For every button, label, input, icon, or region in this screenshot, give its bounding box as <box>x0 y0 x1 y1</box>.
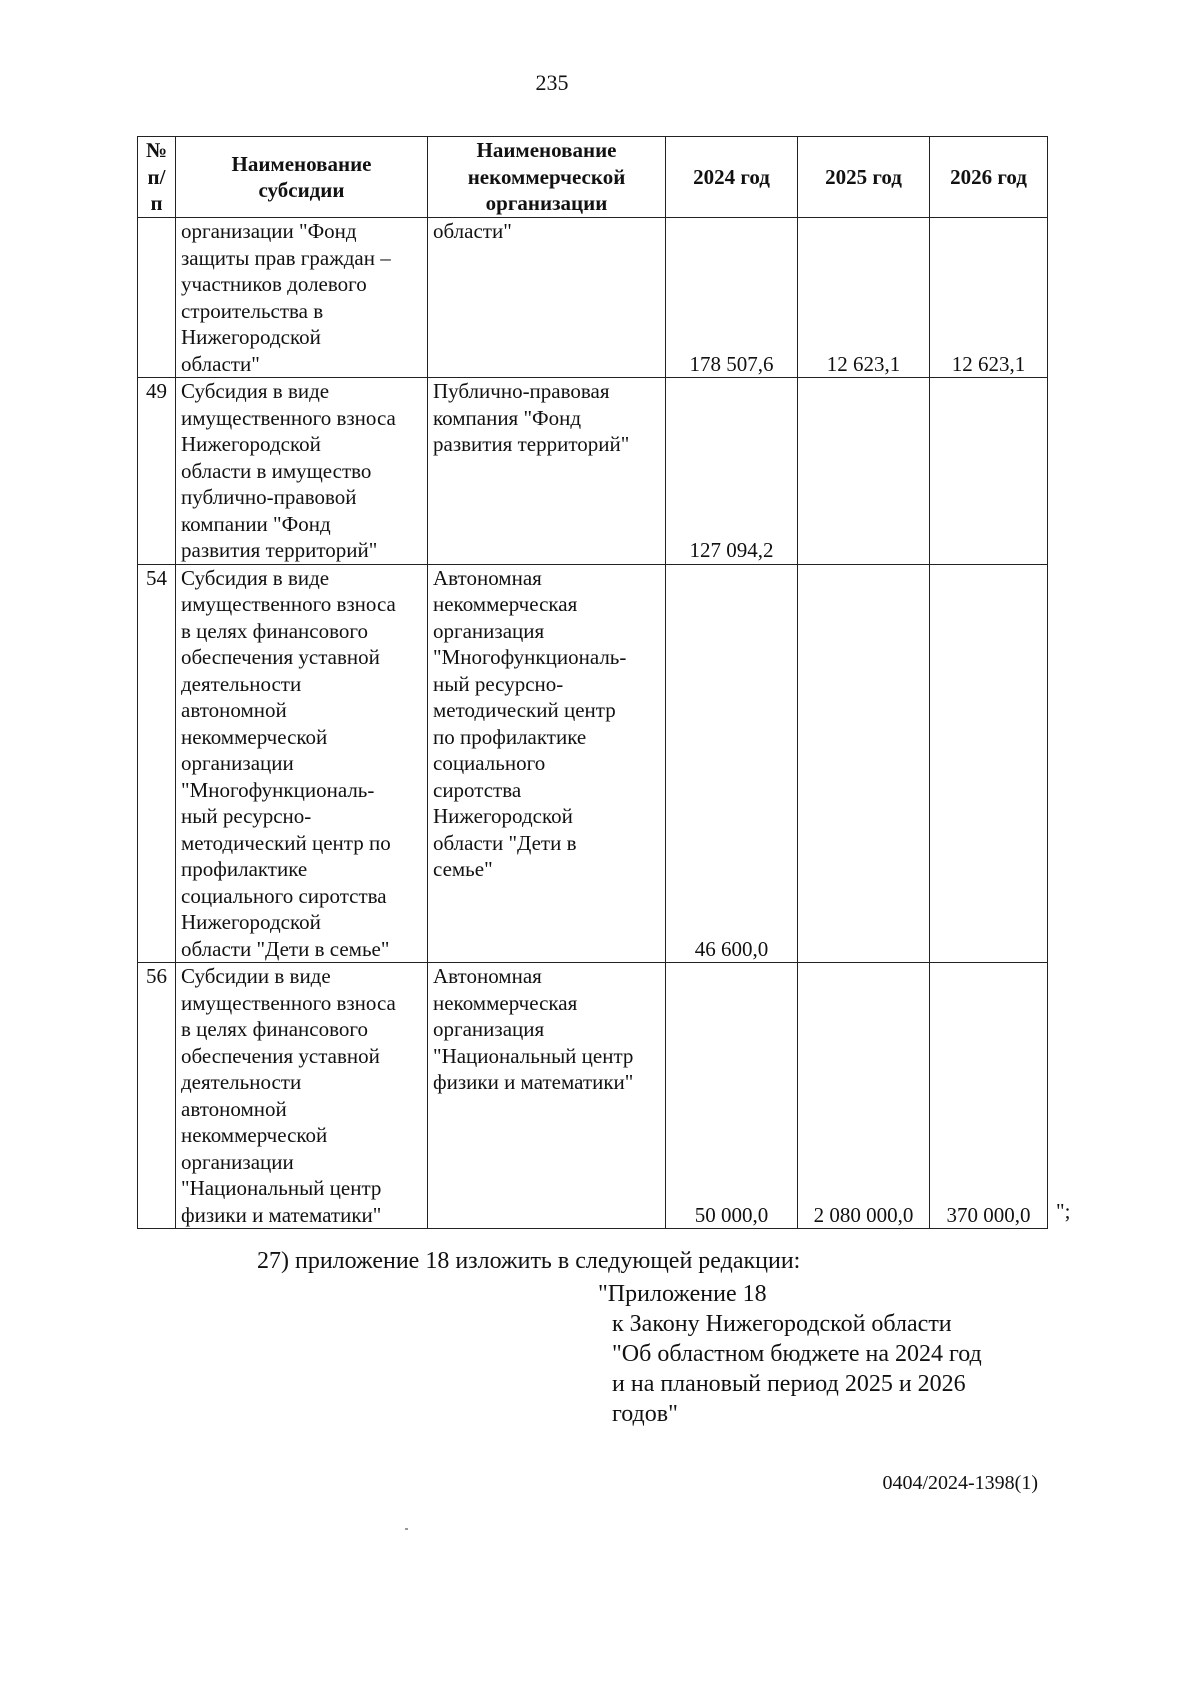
subsidy-name: Субсидии в виде имущественного взноса в целях финансового обеспечения уставной деятельности автономной некоммерческой организации "Национальный центр физики и математики" <box>176 963 428 1229</box>
amount-2026 <box>930 564 1048 963</box>
table-row <box>138 963 1048 1229</box>
amount-2025: 12 623,1 <box>798 218 930 378</box>
organization-name: Публично-правовая компания "Фонд развития территорий" <box>428 378 666 565</box>
row-number <box>138 218 176 378</box>
amount-2024: 178 507,6 <box>666 218 798 378</box>
table-row <box>138 218 1048 378</box>
annex-line: годов" <box>612 1401 678 1427</box>
subsidy-name: Субсидия в виде имущественного взноса в целях финансового обеспечения уставной деятельности автономной некоммерческой организации "Многофункциональ- ный ресурсно- методический центр по профилактике социального сиротства Нижегородской области "Дети в семье" <box>176 564 428 963</box>
organization-name: области" <box>428 218 666 378</box>
amount-2025: 2 080 000,0 <box>798 963 930 1229</box>
subsidy-table <box>137 136 1048 1229</box>
header-organization-name: Наименование некоммерческой организации <box>428 137 666 218</box>
table-header-row <box>138 137 1048 218</box>
subsidy-name: Субсидия в виде имущественного взноса Нижегородской области в имущество публично-правовой компании "Фонд развития территорий" <box>176 378 428 565</box>
amount-2026 <box>930 378 1048 565</box>
organization-name: Автономная некоммерческая организация "Многофункциональ- ный ресурсно- методический центр по профилактике социального сиротства Нижегородской области "Дети в семье" <box>428 564 666 963</box>
header-subsidy-name: Наименование субсидии <box>176 137 428 218</box>
header-number: № п/п <box>138 137 176 218</box>
page-number: 235 <box>535 70 569 95</box>
row-number: 56 <box>138 963 176 1229</box>
annex-line: к Закону Нижегородской области <box>612 1311 952 1337</box>
header-year-2026: 2026 год <box>930 137 1048 218</box>
annex-line: "Приложение 18 <box>598 1281 767 1307</box>
document-code: 0404/2024-1398(1) <box>882 1472 1038 1494</box>
amount-2025 <box>798 564 930 963</box>
row-number: 54 <box>138 564 176 963</box>
row-number: 49 <box>138 378 176 565</box>
annex-heading <box>598 1279 982 1429</box>
annex-line: "Об областном бюджете на 2024 год <box>612 1341 982 1367</box>
annex-line: и на плановый период 2025 и 2026 <box>612 1371 966 1397</box>
organization-name: Автономная некоммерческая организация "Национальный центр физики и математики" <box>428 963 666 1229</box>
clause-27-text: 27) приложение 18 изложить в следующей редакции: <box>257 1248 801 1274</box>
header-year-2025: 2025 год <box>798 137 930 218</box>
amount-2024: 127 094,2 <box>666 378 798 565</box>
scan-artifact <box>405 1528 408 1530</box>
amount-2026: 370 000,0 <box>930 963 1048 1229</box>
header-year-2024: 2024 год <box>666 137 798 218</box>
amount-2024: 50 000,0 <box>666 963 798 1229</box>
table-row <box>138 378 1048 565</box>
subsidy-name: организации "Фонд защиты прав граждан – участников долевого строительства в Нижегородской области" <box>176 218 428 378</box>
table-row <box>138 564 1048 963</box>
amount-2024: 46 600,0 <box>666 564 798 963</box>
amount-2026: 12 623,1 <box>930 218 1048 378</box>
table-closing-quote: "; <box>1056 1199 1071 1223</box>
amount-2025 <box>798 378 930 565</box>
